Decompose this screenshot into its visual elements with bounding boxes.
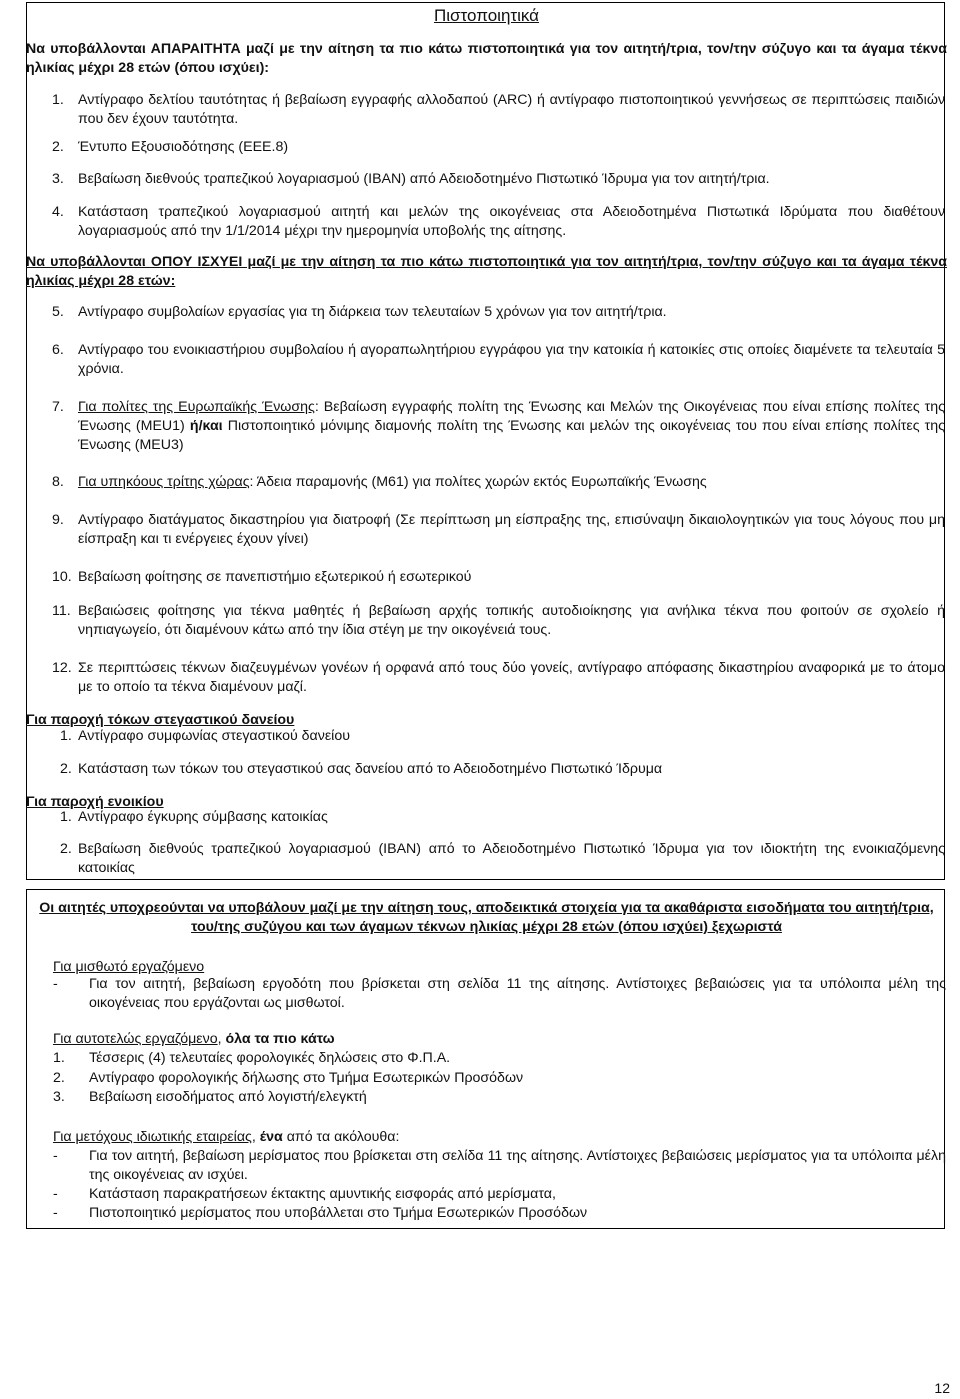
item-text: Βεβαιώσεις φοίτησης για τέκνα μαθητές ή βεβαίωση αρχής τοπικής αυτοδιοίκησης για ανήλικα τέκνα που φοιτούν σε σχολείο ή νηπιαγωγείο, ότι διαμένουν κάτω από την ίδια στέγη με την οικογένειά τους.: [78, 603, 945, 638]
heading-tail: από τα ακόλουθα:: [282, 1129, 400, 1145]
item-text: Βεβαίωση φοίτησης σε πανεπιστήμιο εξωτερικού ή εσωτερικού: [78, 569, 472, 585]
item-text: Αντίγραφο συμφωνίας στεγαστικού δανείου: [78, 728, 350, 744]
item-text: Αντίγραφο του ενοικιαστήριου συμβολαίου ή αγοραπωλητήριου εγγράφου για την κατοικία ή κατοικίες στις οποίες διαμένετε τα τελευταία 5 χρόνια.: [78, 342, 945, 377]
list-item: [26, 568, 947, 587]
list-item: [53, 1069, 946, 1088]
shareholder-heading: [53, 1128, 933, 1147]
selfemployed-heading: [53, 1030, 933, 1049]
item-number: 8.: [52, 474, 64, 490]
item-text: Βεβαίωση εισοδήματος από λογιστή/ελεγκτή: [89, 1089, 367, 1105]
item-text: Σε περιπτώσεις τέκνων διαζευγμένων γονέων ή ορφανά από τους δύο γονείς, αντίγραφο απόφασης δικαστηρίου αναφορικά με το άτομο με το οποίο τα τέκνα διαμένουν μαζί.: [78, 660, 945, 695]
list-item: [26, 760, 947, 779]
list-item: [26, 303, 947, 322]
list-item: [26, 840, 947, 878]
list-item: [26, 727, 947, 746]
list-item: [53, 1147, 946, 1185]
heading-emphasis: ένα: [259, 1129, 283, 1145]
item-bullet: -: [53, 1205, 58, 1221]
item-text: Αντίγραφο συμβολαίων εργασίας για τη διάρκεια των τελευταίων 5 χρόνων για τον αιτητή/τρια.: [78, 304, 667, 320]
third-country-lead: Για υπηκόους τρίτης χώρας: [78, 474, 250, 490]
list-item: [26, 203, 947, 241]
item-number: 11.: [52, 603, 71, 619]
list-item: [26, 659, 947, 697]
item-text: Έντυπο Εξουσιοδότησης (ΕΕΕ.8): [78, 139, 289, 155]
employee-heading-text: Για μισθωτό εργαζόμενο: [53, 959, 205, 975]
list-item: [26, 170, 947, 189]
item-number: 2.: [52, 139, 64, 155]
item-text-part: Πιστοποιητικό μόνιμης διαμονής πολίτη της Ένωσης και μελών της οικογένειας του που είναι επίσης πολίτες της Ένωσης (MEU3): [78, 418, 945, 453]
item-bullet: -: [53, 1186, 58, 1202]
eu-citizens-lead: Για πολίτες της Ευρωπαϊκής Ένωσης: [78, 399, 315, 415]
list-item: [26, 91, 947, 129]
heading-separator: ,: [251, 1129, 260, 1145]
list-item: [53, 1088, 946, 1107]
list-item: [26, 398, 947, 455]
item-text: Κατάσταση των τόκων του στεγαστικού σας δανείου από το Αδειοδοτημένο Πιστωτικό Ίδρυμα: [78, 761, 663, 777]
page-number: 12: [934, 1380, 950, 1396]
list-item: [26, 341, 947, 379]
item-bullet: -: [53, 1148, 58, 1164]
item-text: Για τον αιτητή, βεβαίωση μερίσματος που βρίσκεται στη σελίδα 11 της αίτησης. Αντίστοιχες βεβαιώσεις μερίσματος για τα υπόλοιπα μέλη της οικογένειας αν ισχύει.: [89, 1148, 946, 1183]
item-text: Κατάσταση παρακρατήσεων έκτακτης αμυντικής εισφοράς από μερίσματα,: [89, 1186, 556, 1202]
item-number: 2.: [60, 841, 72, 857]
item-number: 6.: [52, 342, 64, 358]
item-number: 12.: [52, 660, 72, 676]
list-item: [26, 473, 947, 492]
item-text: Αντίγραφο έγκυρης σύμβασης κατοικίας: [78, 809, 328, 825]
list-item: [53, 1049, 946, 1068]
heading-separator: ,: [217, 1031, 226, 1047]
item-text: Αντίγραφο φορολογικής δήλωσης στο Τμήμα Εσωτερικών Προσόδων: [89, 1070, 524, 1086]
list-item: [53, 975, 946, 1013]
income-evidence-heading: Οι αιτητές υποχρεούνται να υποβάλουν μαζί με την αίτηση τους, αποδεικτικά στοιχεία για τα ακαθάριστα εισοδήματα του αιτητή/τρια, του/της συζύγου και των άγαμων τέκνων ηλικίας μέχρι 28 ετών (όπου ισχύει) ξεχωριστά: [39, 900, 934, 935]
item-number: 1.: [60, 809, 72, 825]
heading-emphasis: όλα τα πιο κάτω: [225, 1031, 335, 1047]
list-item: [53, 1204, 946, 1223]
list-item: [26, 602, 947, 640]
item-number: 9.: [52, 512, 64, 528]
item-number: 2.: [60, 761, 72, 777]
section2-heading: Να υποβάλλονται ΟΠΟΥ ΙΣΧΥΕΙ μαζί με την αίτηση τα πιο κάτω πιστοποιητικά για τον αιτητή/τρια, τον/την σύζυγο και τα άγαμα τέκνα ηλικίας μέχρι 28 ετών:: [26, 254, 947, 289]
section1-heading: Να υποβάλλονται ΑΠΑΡΑΙΤΗΤΑ μαζί με την αίτηση τα πιο κάτω πιστοποιητικά για τον αιτητή/τρια, τον/την σύζυγο και τα άγαμα τέκνα ηλικίας μέχρι 28 ετών (όπου ισχύει):: [26, 41, 947, 76]
item-text: [78, 398, 947, 455]
list-item: [26, 511, 947, 549]
item-number: 3.: [52, 171, 64, 187]
item-number: 2.: [53, 1070, 65, 1086]
item-text-part: : Βεβαίωση εγγραφής πολίτη της Ένωσης και Μελών της Οικογένειας που είναι επίσης πολίτες της Ένωσης (MEU1): [78, 399, 945, 434]
item-bullet: -: [53, 976, 58, 992]
item-number: 4.: [52, 204, 64, 220]
item-number: 3.: [53, 1089, 65, 1105]
item-number: 5.: [52, 304, 64, 320]
mortgage-heading: Για παροχή τόκων στεγαστικού δανείου: [26, 712, 295, 728]
rent-heading: Για παροχή ενοικίου: [26, 794, 164, 810]
item-text: Πιστοποιητικό μερίσματος που υποβάλλεται στο Τμήμα Εσωτερικών Προσόδων: [89, 1205, 588, 1221]
page-title: Πιστοποιητικά: [433, 6, 540, 25]
item-number: 1.: [60, 728, 72, 744]
item-text-part: : Άδεια παραμονής (Μ61) για πολίτες χωρών εκτός Ευρωπαϊκής Ένωσης: [249, 474, 707, 490]
item-text: Βεβαίωση διεθνούς τραπεζικού λογαριασμού (IBAN) από το Αδειοδοτημένο Πιστωτικό Ίδρυμα για τον ιδιοκτήτη της ενοικιαζόμενης κατοικίας: [78, 841, 945, 876]
item-text: Για τον αιτητή, βεβαίωση εργοδότη που βρίσκεται στη σελίδα 11 της αίτησης. Αντίστοιχες βεβαιώσεις για τα υπόλοιπα μέλη της οικογένειας που εργάζονται ως μισθωτοί.: [89, 976, 946, 1011]
list-item: [26, 138, 947, 157]
item-text: Βεβαίωση διεθνούς τραπεζικού λογαριασμού (IBAN) από Αδειοδοτημένο Πιστωτικό Ίδρυμα για τον αιτητή/τρια.: [78, 171, 770, 187]
shareholder-heading-text: Για μετόχους ιδιωτικής εταιρείας: [53, 1129, 252, 1145]
item-text: Αντίγραφο δελτίου ταυτότητας ή βεβαίωση εγγραφής αλλοδαπού (ARC) ή αντίγραφο πιστοποιητικού γεννήσεως σε περιπτώσεις παιδιών που δεν έχουν ταυτότητα.: [78, 92, 945, 127]
item-text: [78, 473, 947, 492]
item-number: 7.: [52, 399, 64, 415]
item-number: 1.: [53, 1050, 65, 1066]
selfemployed-heading-text: Για αυτοτελώς εργαζόμενο: [53, 1031, 218, 1047]
item-text-bold: ή/και: [189, 418, 223, 434]
item-number: 1.: [52, 92, 64, 108]
item-number: 10.: [52, 569, 72, 585]
list-item: [26, 808, 947, 827]
item-text: Κατάσταση τραπεζικού λογαριασμού αιτητή και μελών της οικογένειας στα Αδειοδοτημένα Πιστωτικά Ιδρύματα που διαθέτουν λογαριασμούς από την 1/1/2014 μέχρι την ημερομηνία υποβολής της αίτησης.: [78, 204, 945, 239]
item-text: Αντίγραφο διατάγματος δικαστηρίου για διατροφή (Σε περίπτωση μη είσπραξης της, επισύναψη δικαιολογητικών για τους λόγους που μη είσπραξη και τι ενέργειες έχουν γίνει): [78, 512, 945, 547]
item-text: Τέσσερις (4) τελευταίες φορολογικές δηλώσεις στο Φ.Π.Α.: [89, 1050, 451, 1066]
list-item: [53, 1185, 946, 1204]
